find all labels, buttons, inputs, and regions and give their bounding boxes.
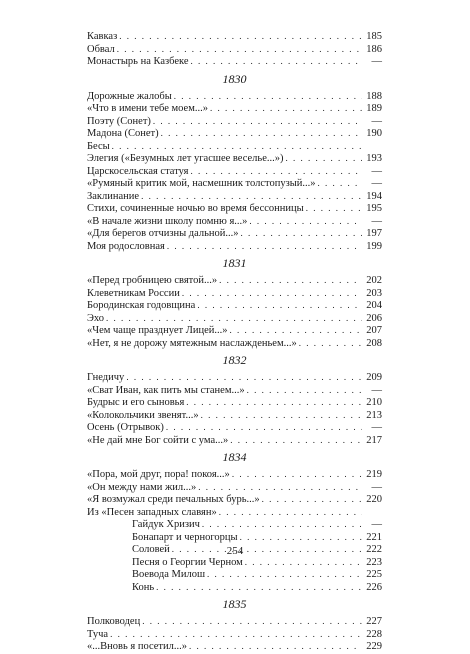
toc-entry[interactable] <box>87 240 382 253</box>
dot-leader <box>142 615 362 628</box>
entry-title: Клеветникам России <box>87 287 180 299</box>
entry-title: «Что в имени тебе моем...» <box>87 103 208 114</box>
dot-leader <box>126 371 362 384</box>
toc-entry[interactable] <box>87 115 382 128</box>
toc-entry[interactable] <box>87 421 382 434</box>
dot-leader <box>117 43 362 56</box>
toc-entry[interactable] <box>87 30 382 43</box>
toc-entry[interactable] <box>87 190 382 203</box>
toc-entry[interactable] <box>87 506 382 519</box>
toc-entry[interactable] <box>87 615 382 628</box>
toc-entry[interactable] <box>87 152 382 165</box>
entry-page-number: 225 <box>366 569 382 580</box>
dot-leader <box>262 493 362 506</box>
entry-page-number: 217 <box>366 434 382 446</box>
dot-leader <box>202 518 362 531</box>
entry-page-number: 194 <box>366 190 382 202</box>
page-number: 254 <box>226 545 244 557</box>
toc-section <box>87 446 382 593</box>
entry-page-number: — <box>371 115 382 127</box>
entry-title: Царскосельская статуя <box>87 165 189 177</box>
entry-title: Эхо <box>87 312 105 324</box>
entry-page-number: 199 <box>366 240 382 252</box>
dot-leader <box>318 177 362 190</box>
entry-title: Конь <box>132 581 155 593</box>
dot-leader <box>153 115 362 128</box>
entry-title: Моя родословная <box>87 240 165 252</box>
entry-page-number: — <box>371 178 382 189</box>
toc-entry[interactable] <box>87 127 382 140</box>
entry-title: Осень (Отрывок) <box>87 422 164 433</box>
entry-page-number: 188 <box>366 90 382 102</box>
entry-title: «Румяный критик мой, насмешник толстопузый...» <box>87 178 316 189</box>
toc-entry[interactable] <box>87 177 382 190</box>
entry-page-number: — <box>371 215 382 227</box>
entry-title: «...Вновь я посетил...» <box>87 641 187 652</box>
toc-entry[interactable] <box>87 434 382 447</box>
dot-leader <box>141 190 362 203</box>
toc-section <box>87 30 382 68</box>
entry-title: Стихи, сочиненные ночью во время бессонницы <box>87 203 304 214</box>
entry-page-number: 226 <box>366 581 382 593</box>
entry-title: Элегия («Безумных лет угасшее веселье...») <box>87 153 284 164</box>
entry-title: Полководец <box>87 616 141 627</box>
entry-title: Воевода Милош <box>132 569 206 580</box>
dot-leader <box>249 215 362 228</box>
entry-title: Бонапарт и черногорцы <box>132 531 238 543</box>
entry-title: Туча <box>87 628 109 640</box>
dot-leader <box>106 312 362 325</box>
entry-title: «Он между нами жил...» <box>87 481 197 493</box>
entry-title: Будрыс и его сыновья <box>87 397 185 408</box>
entry-page-number: — <box>371 422 382 433</box>
entry-page-number: — <box>371 56 382 67</box>
toc-entry[interactable] <box>87 396 382 409</box>
dot-leader <box>167 240 362 253</box>
dot-leader <box>197 299 362 312</box>
entry-page-number: 223 <box>366 556 382 568</box>
toc-section <box>87 68 382 253</box>
toc-entry[interactable] <box>87 90 382 103</box>
toc-entry[interactable] <box>87 384 382 397</box>
dot-leader <box>110 628 362 641</box>
toc-entry[interactable] <box>87 409 382 422</box>
dot-leader <box>198 481 362 494</box>
dot-leader <box>285 152 362 165</box>
dot-leader <box>189 640 362 653</box>
entry-page-number: 193 <box>366 153 382 164</box>
toc-entry[interactable] <box>87 274 382 287</box>
entry-page-number: 229 <box>366 641 382 652</box>
entry-title: Мадона (Сонет) <box>87 128 159 139</box>
entry-page-number: — <box>371 165 382 177</box>
dot-leader <box>245 556 362 569</box>
entry-title: «Для берегов отчизны дальной...» <box>87 228 239 239</box>
toc-entry[interactable] <box>87 102 382 115</box>
toc-entry[interactable] <box>87 227 382 240</box>
entry-title: «Сват Иван, как пить мы станем...» <box>87 384 245 396</box>
entry-title: «Нет, я не дорожу мятежным наслажденьем...» <box>87 337 297 349</box>
dot-leader <box>201 409 362 422</box>
dot-leader <box>241 227 362 240</box>
entry-title: Дорожные жалобы <box>87 90 172 102</box>
entry-title: «Колокольчики звенят...» <box>87 409 199 421</box>
entry-title: «Перед гробницею святой...» <box>87 275 218 286</box>
entry-page-number: 208 <box>366 337 382 349</box>
entry-page-number: 202 <box>366 275 382 286</box>
dot-leader <box>306 202 362 215</box>
table-of-contents <box>87 30 382 653</box>
dot-leader <box>219 274 362 287</box>
toc-entry[interactable] <box>87 371 382 384</box>
entry-page-number: 228 <box>366 628 382 640</box>
toc-section <box>87 593 382 653</box>
toc-entry[interactable] <box>87 337 382 350</box>
toc-entry[interactable] <box>87 287 382 300</box>
dot-leader <box>232 468 362 481</box>
entry-title: Кавказ <box>87 31 118 42</box>
entry-title: Гайдук Хризич <box>132 519 200 530</box>
toc-entry[interactable] <box>87 312 382 325</box>
year-heading: 1834 <box>222 450 247 464</box>
entry-title: Монастырь на Казбеке <box>87 56 189 67</box>
dot-leader <box>182 287 362 300</box>
entry-page-number: 197 <box>366 228 382 239</box>
toc-entry[interactable] <box>87 628 382 641</box>
dot-leader <box>230 434 362 447</box>
toc-entry[interactable] <box>87 43 382 56</box>
toc-section <box>87 252 382 349</box>
entry-page-number: 207 <box>366 325 382 336</box>
entry-page-number: 213 <box>366 409 382 421</box>
dot-leader <box>210 102 362 115</box>
entry-page-number: 185 <box>366 31 382 42</box>
entry-title: Обвал <box>87 43 115 55</box>
dot-leader <box>156 581 362 594</box>
toc-entry[interactable] <box>87 481 382 494</box>
toc-entry[interactable] <box>87 468 382 481</box>
entry-page-number: 209 <box>366 372 382 383</box>
toc-entry[interactable] <box>87 165 382 178</box>
year-heading: 1831 <box>222 256 247 270</box>
entry-title: Соловей <box>132 544 170 555</box>
entry-page-number: — <box>371 384 382 396</box>
toc-entry[interactable] <box>87 581 382 594</box>
toc-entry[interactable] <box>87 640 382 653</box>
dot-leader <box>166 421 362 434</box>
dot-leader <box>190 165 362 178</box>
entry-title: Из «Песен западных славян» <box>87 506 217 518</box>
entry-page-number: 189 <box>366 103 382 114</box>
toc-entry[interactable] <box>87 140 382 153</box>
entry-page-number: 220 <box>366 494 382 505</box>
dot-leader <box>119 30 362 43</box>
entry-page-number: 186 <box>366 43 382 55</box>
year-heading: 1832 <box>222 353 247 367</box>
entry-title: Заклинание <box>87 190 140 202</box>
entry-title: Поэту (Сонет) <box>87 115 151 127</box>
entry-title: «В начале жизни школу помню я...» <box>87 215 248 227</box>
entry-page-number: 204 <box>366 300 382 311</box>
entry-title: «Чем чаще празднует Лицей...» <box>87 325 228 336</box>
toc-entry[interactable] <box>87 493 382 506</box>
year-heading: 1830 <box>222 71 247 86</box>
dot-leader <box>247 384 362 397</box>
toc-entry[interactable] <box>87 531 382 544</box>
entry-title: Гнедичу <box>87 372 125 383</box>
entry-title: «Не дай мне Бог сойти с ума...» <box>87 434 229 446</box>
toc-entry[interactable] <box>87 324 382 337</box>
entry-page-number: 206 <box>366 312 382 324</box>
dot-leader <box>219 506 362 519</box>
entry-page-number: — <box>371 481 382 493</box>
entry-title: Бородинская годовщина <box>87 300 196 311</box>
toc-entry[interactable] <box>87 202 382 215</box>
dot-leader <box>230 324 362 337</box>
toc-entry[interactable] <box>87 215 382 228</box>
entry-title: «Я возмужал среди печальных бурь...» <box>87 494 260 505</box>
entry-page-number: 195 <box>366 203 382 214</box>
entry-page-number: 219 <box>366 469 382 480</box>
entry-page-number: 227 <box>366 616 382 627</box>
entry-page-number: 210 <box>366 397 382 408</box>
dot-leader <box>240 531 362 544</box>
entry-title: «Пора, мой друг, пора! покоя...» <box>87 469 230 480</box>
entry-page-number: 190 <box>366 128 382 139</box>
entry-title: Песня о Георгии Черном <box>132 556 243 568</box>
dot-leader <box>112 140 362 153</box>
toc-section <box>87 349 382 446</box>
year-heading: 1835 <box>222 597 247 611</box>
dot-leader <box>186 396 362 409</box>
entry-title: Бесы <box>87 140 110 152</box>
entry-page-number: 221 <box>366 531 382 543</box>
dot-leader <box>191 55 362 68</box>
entry-page-number: 222 <box>366 544 382 555</box>
toc-entry[interactable] <box>87 556 382 569</box>
toc-entry[interactable] <box>87 55 382 68</box>
dot-leader <box>299 337 362 350</box>
dot-leader <box>161 127 362 140</box>
toc-entry[interactable] <box>87 518 382 531</box>
toc-entry[interactable] <box>87 299 382 312</box>
entry-page-number: 203 <box>366 287 382 299</box>
dot-leader <box>174 90 362 103</box>
entry-page-number: — <box>371 519 382 530</box>
